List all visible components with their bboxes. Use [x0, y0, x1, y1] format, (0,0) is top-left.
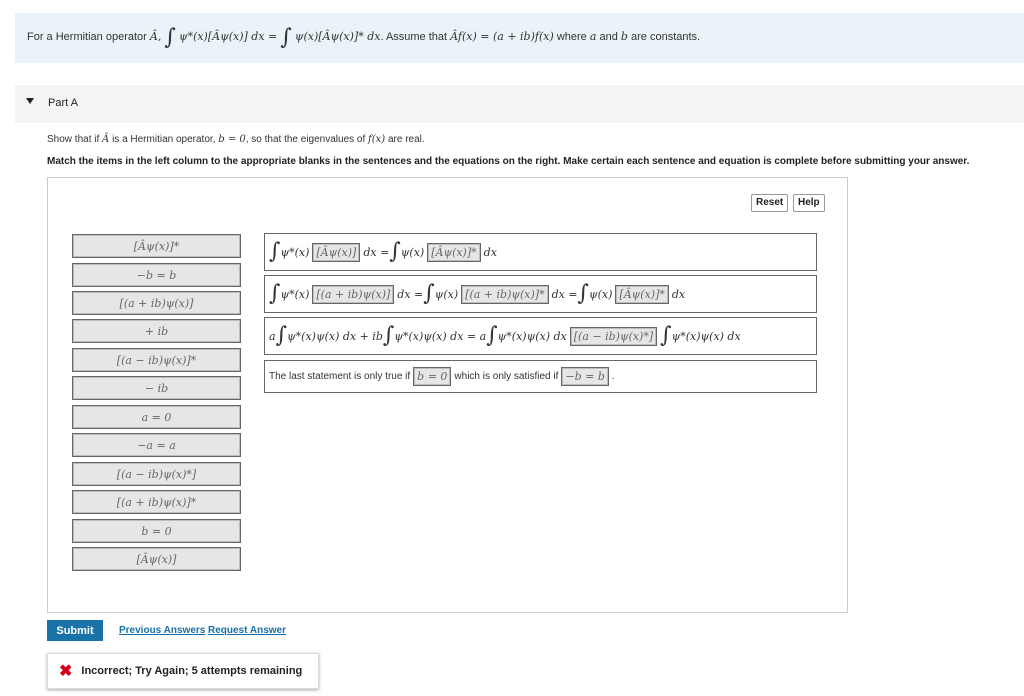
feedback-text: Incorrect; Try Again; 5 attempts remaining: [81, 665, 303, 677]
drop-blank[interactable]: [Âψ(x)]*: [427, 243, 480, 262]
target-text: ψ(x): [589, 287, 613, 301]
drag-item[interactable]: [(a − ib)ψ(x)*]: [72, 462, 241, 486]
part-a-header[interactable]: [15, 85, 1024, 123]
drag-item[interactable]: [(a + ib)ψ(x)]*: [72, 490, 241, 514]
reset-button[interactable]: Reset: [751, 194, 788, 212]
matching-panel: [47, 177, 848, 613]
question-text: [47, 134, 425, 145]
target-text: ψ*(x)ψ(x) dx + ib: [287, 329, 383, 343]
integral-sign-icon: ∫: [275, 323, 288, 348]
integral-sign-icon: ∫: [382, 323, 395, 348]
drag-item[interactable]: [(a − ib)ψ(x)]*: [72, 348, 241, 372]
target-text: .: [611, 371, 615, 382]
integral-sign-icon: ∫: [269, 239, 281, 264]
target-text: The last statement is only true if: [269, 371, 411, 382]
target-text: ψ*(x): [280, 287, 310, 301]
incorrect-x-icon: ✖: [59, 663, 73, 680]
target-text: ψ(x): [434, 287, 459, 301]
question-text-c: , so that the eigenvalues of: [245, 134, 366, 145]
drop-blank[interactable]: [Âψ(x)]: [312, 243, 360, 262]
drop-blank[interactable]: [(a + ib)ψ(x)]*: [461, 285, 548, 304]
help-button[interactable]: Help: [793, 194, 825, 212]
problem-var-b: b: [620, 30, 628, 43]
problem-where-text: where: [556, 31, 587, 43]
feedback-box: [47, 653, 319, 689]
target-text: ψ*(x)ψ(x) dx = a: [394, 329, 487, 343]
question-operator: Â: [102, 134, 110, 145]
drag-item[interactable]: + ib: [72, 319, 241, 343]
drag-item[interactable]: −b = b: [72, 263, 241, 287]
drop-blank[interactable]: −b = b: [561, 367, 609, 386]
integral-sign-icon: ∫: [280, 25, 292, 50]
problem-var-a: a: [589, 30, 597, 43]
problem-intro: For a Hermitian operator: [27, 31, 147, 43]
drop-blank[interactable]: [(a + ib)ψ(x)]: [312, 285, 394, 304]
collapse-triangle-icon[interactable]: [26, 98, 34, 104]
part-label: Part A: [48, 97, 78, 109]
submit-button[interactable]: Submit: [47, 620, 103, 641]
drop-blank[interactable]: [(a − ib)ψ(x)*]: [570, 327, 657, 346]
problem-and-text: and: [599, 31, 618, 43]
problem-assume-text: . Assume that: [380, 31, 448, 43]
drag-item[interactable]: [Âψ(x)]: [72, 547, 241, 571]
target-text: ψ*(x): [280, 245, 310, 259]
drag-item[interactable]: −a = a: [72, 433, 241, 457]
target-text: dx: [671, 287, 686, 301]
integral-sign-icon: ∫: [577, 281, 589, 306]
problem-statement: [15, 13, 1024, 63]
problem-eq-left: ψ*(x)[Âψ(x)] dx =: [178, 30, 278, 43]
match-instructions: Match the items in the left column to the appropriate blanks in the sentences and the equations on the right. Make certain each sentence and equation is complete before submitting your answer.: [47, 156, 970, 167]
target-row-4: [264, 360, 817, 393]
integral-sign-icon: ∫: [269, 281, 281, 306]
target-text: dx =: [397, 287, 424, 301]
question-text-b: is a Hermitian operator,: [112, 134, 216, 145]
problem-assume-eq: Âf(x) = (a + ib)f(x): [450, 30, 554, 43]
target-row-2: [264, 275, 817, 313]
previous-answers-link[interactable]: Previous Answers: [119, 625, 206, 636]
target-text: dx =: [551, 287, 578, 301]
request-answer-link[interactable]: Request Answer: [208, 625, 286, 636]
integral-sign-icon: ∫: [423, 281, 435, 306]
drag-item[interactable]: [(a + ib)ψ(x)]: [72, 291, 241, 315]
target-text: dx =: [363, 245, 390, 259]
question-text-a: Show that if: [47, 134, 100, 145]
target-row-3: [264, 317, 817, 355]
target-text: a: [269, 329, 276, 343]
drag-item[interactable]: b = 0: [72, 519, 241, 543]
target-text: ψ(x): [400, 245, 425, 259]
integral-sign-icon: ∫: [164, 25, 176, 50]
drag-item[interactable]: − ib: [72, 376, 241, 400]
question-fx: f(x): [368, 134, 386, 145]
problem-eq-right: ψ(x)[Âψ(x)]* dx: [294, 30, 381, 43]
problem-constants-text: are constants.: [631, 31, 701, 43]
integral-sign-icon: ∫: [389, 239, 401, 264]
problem-operator: Â,: [149, 30, 162, 43]
drag-item[interactable]: a = 0: [72, 405, 241, 429]
target-text: ψ*(x)ψ(x) dx: [671, 329, 741, 343]
target-text: which is only satisfied if: [454, 371, 559, 382]
target-row-1: [264, 233, 817, 271]
drop-blank[interactable]: b = 0: [413, 367, 451, 386]
drop-blank[interactable]: [Âψ(x)]*: [615, 285, 668, 304]
target-text: dx: [483, 245, 497, 259]
target-text: ψ*(x)ψ(x) dx: [497, 329, 567, 343]
integral-sign-icon: ∫: [486, 323, 498, 348]
integral-sign-icon: ∫: [660, 323, 672, 348]
question-eq: b = 0: [218, 134, 246, 145]
question-text-d: are real.: [387, 134, 425, 145]
drag-item[interactable]: [Âψ(x)]*: [72, 234, 241, 258]
